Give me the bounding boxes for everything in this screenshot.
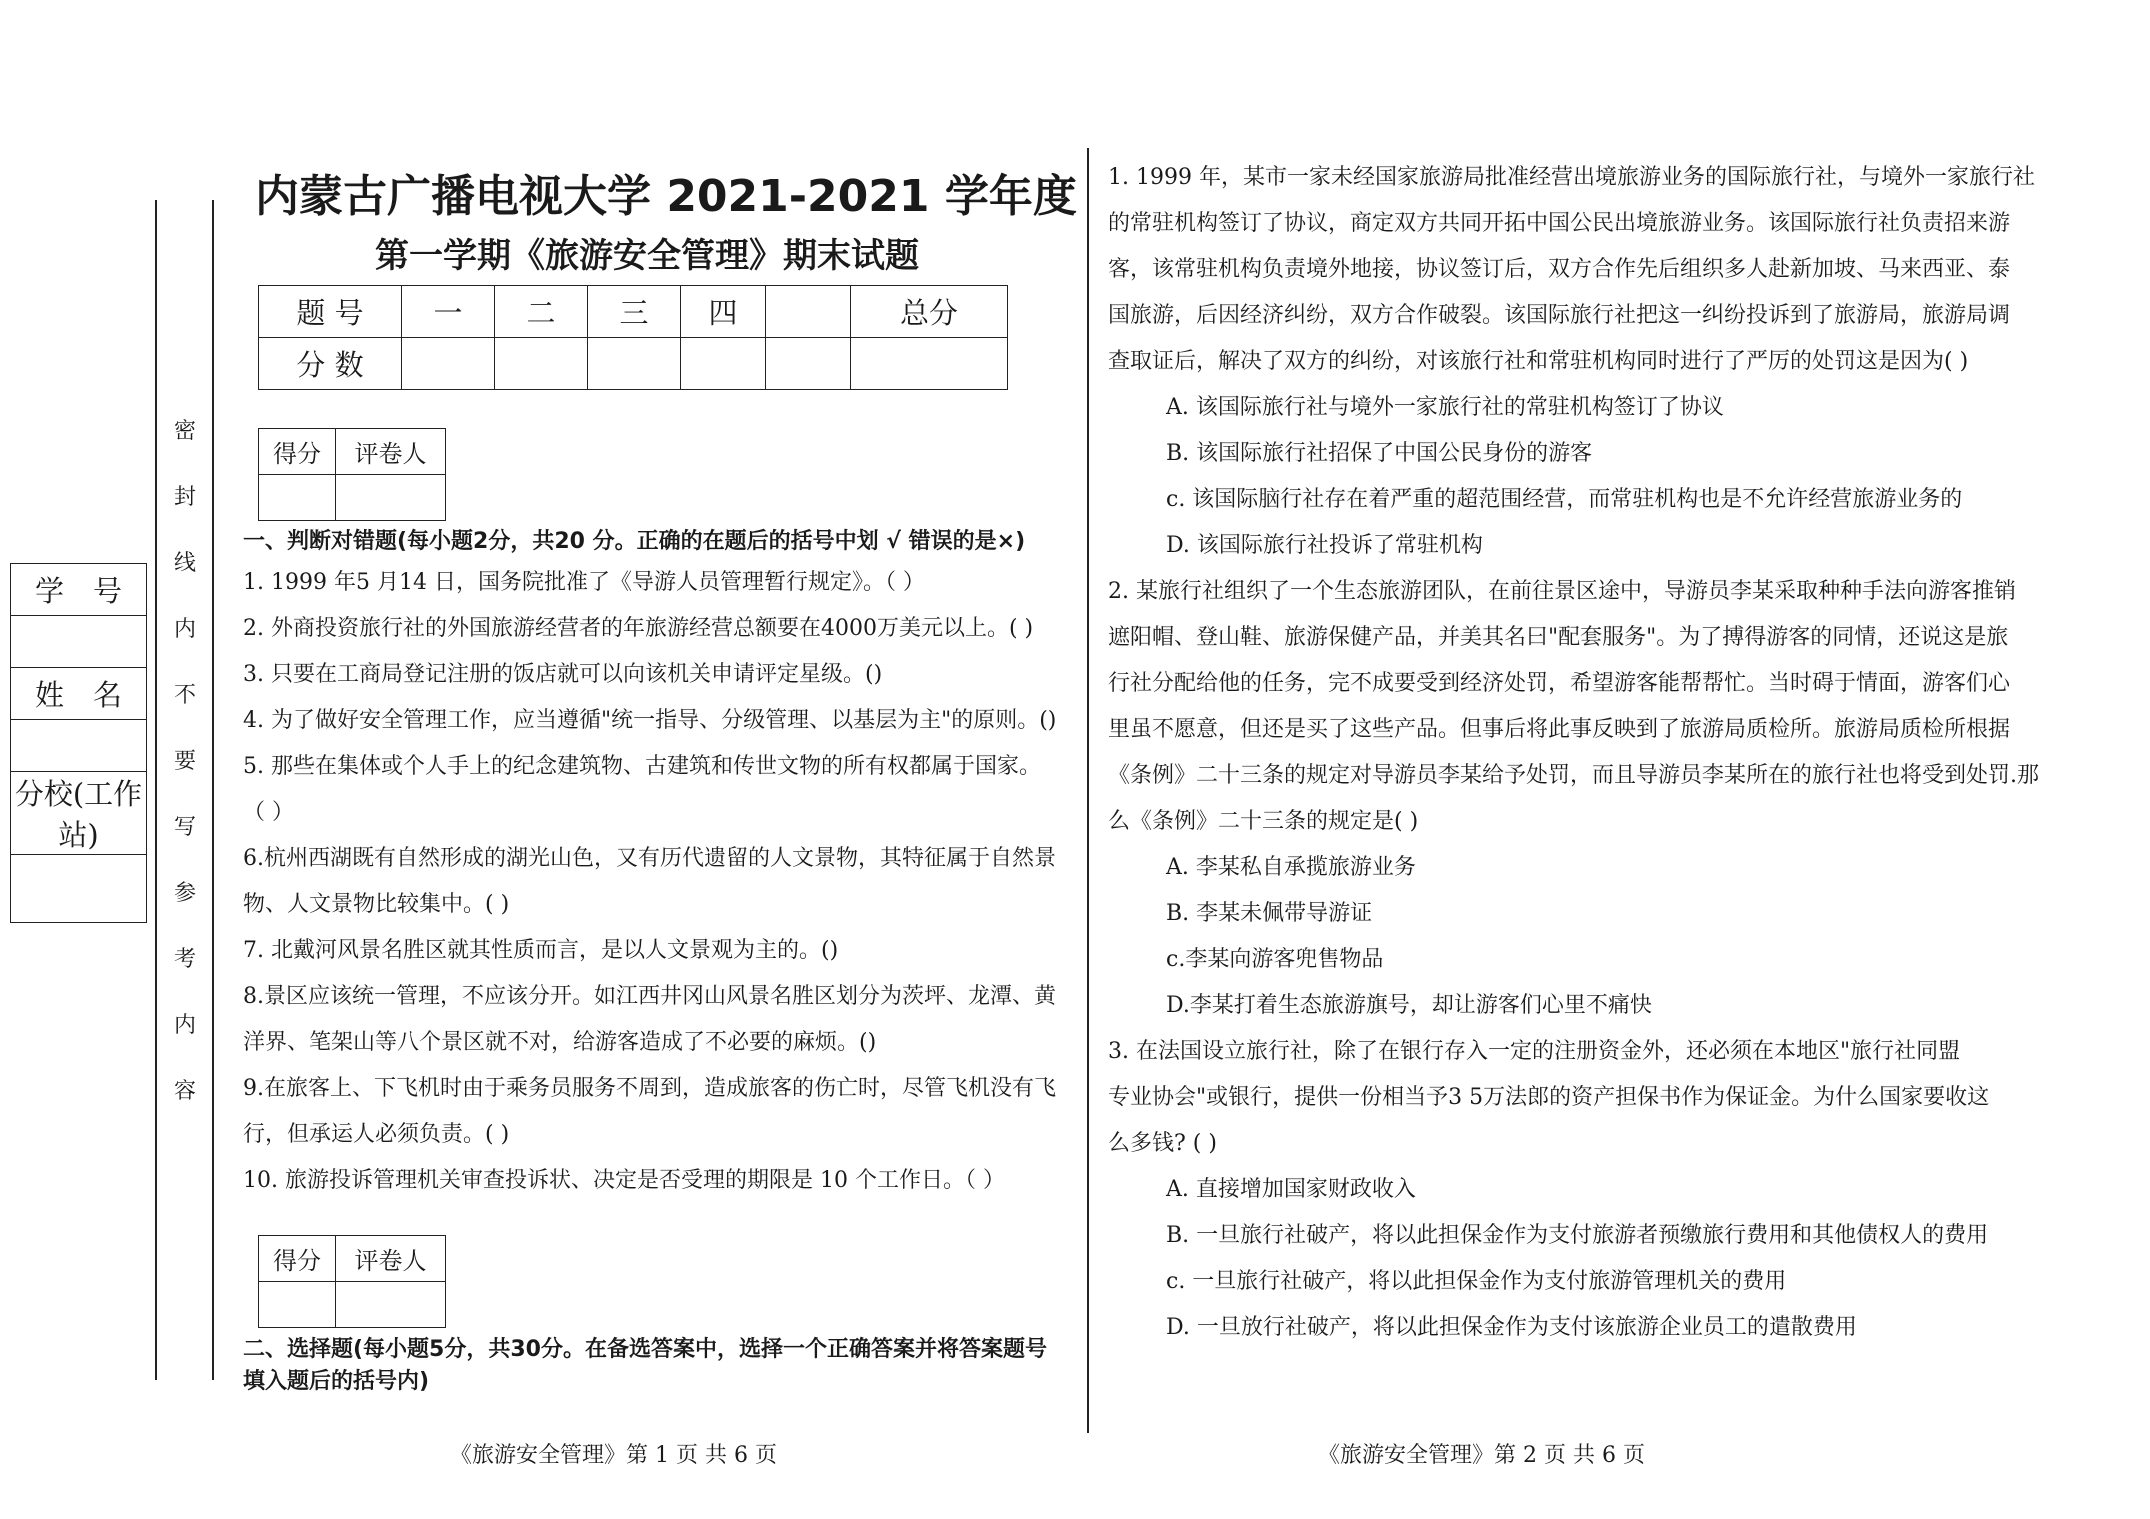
grader-score-field[interactable] (259, 475, 336, 521)
question-line: 1. 1999 年5 月14 日，国务院批准了《导游人员管理暂行规定》。（ ） (243, 570, 925, 595)
exam-subtitle: 第一学期《旅游安全管理》期末试题 (375, 236, 919, 276)
seal-char: 线 (173, 551, 196, 576)
question-line: 么《条例》二十三条的规定是( ) (1108, 809, 1419, 834)
section2-heading: 二、选择题(每小题5分，共30分。在备选答案中，选择一个正确答案并将答案题号 (243, 1337, 1047, 1362)
option-a: A. 直接增加国家财政收入 (1166, 1177, 1416, 1202)
question-line: 1. 1999 年，某市一家未经国家旅游局批准经营出境旅游业务的国际旅行社，与境外一家旅行社 (1108, 165, 2035, 190)
grader-box-section1 (258, 428, 446, 521)
footer-page1: 《旅游安全管理》第 1 页 共 6 页 (450, 1443, 777, 1468)
score-cell[interactable] (766, 338, 851, 390)
option-b: B. 李某未佩带导游证 (1166, 901, 1373, 926)
score-header-cell (766, 286, 851, 338)
seal-char: 密 (173, 419, 196, 444)
exam-title: 内蒙古广播电视大学 2021-2021 学年度 (255, 171, 1077, 222)
question-line: 的常驻机构签订了协议，商定双方共同开拓中国公民出境旅游业务。该国际旅行社负责招来游 (1108, 211, 2011, 236)
score-header-cell: 四 (681, 286, 766, 338)
question-line: 里虽不愿意，但还是买了这些产品。但事后将此事反映到了旅游局质检所。旅游局质检所根据 (1108, 717, 2011, 742)
seal-char: 参 (173, 881, 196, 906)
grader-score-field[interactable] (259, 1282, 336, 1328)
score-summary-table (258, 285, 1008, 390)
seal-char: 要 (173, 749, 196, 774)
question-line: 6.杭州西湖既有自然形成的湖光山色，又有历代遗留的人文景物，其特征属于自然景 (243, 846, 1056, 871)
option-c: c. 一旦旅行社破产，将以此担保金作为支付旅游管理机关的费用 (1166, 1269, 1787, 1294)
binding-line-outer (155, 200, 157, 1380)
branch-label: 分校(工作站) (11, 772, 147, 855)
grader-score-label: 得分 (259, 429, 336, 475)
question-line: 行社分配给他的任务，完不成要受到经济处罚，希望游客能帮帮忙。当时碍于情面，游客们心 (1108, 671, 2011, 696)
score-header-cell: 一 (402, 286, 495, 338)
option-a: A. 该国际旅行社与境外一家旅行社的常驻机构签订了协议 (1166, 395, 1724, 420)
option-a: A. 李某私自承揽旅游业务 (1166, 855, 1416, 880)
question-line: 5. 那些在集体或个人手上的纪念建筑物、古建筑和传世文物的所有权都属于国家。 (243, 754, 1041, 779)
seal-char: 内 (173, 617, 196, 642)
question-line: 8.景区应该统一管理，不应该分开。如江西井冈山风景名胜区划分为茨坪、龙潭、黄 (243, 984, 1056, 1009)
option-d: D. 该国际旅行社投诉了常驻机构 (1166, 533, 1483, 558)
score-header-cell: 三 (588, 286, 681, 338)
grader-box-section2 (258, 1235, 446, 1328)
seal-char: 写 (173, 815, 196, 840)
question-line: 3. 在法国设立旅行社，除了在银行存入一定的注册资金外，还必须在本地区"旅行社同盟 (1108, 1039, 1961, 1064)
option-c: c. 该国际脑行社存在着严重的超范围经营，而常驻机构也是不允许经营旅游业务的 (1166, 487, 1963, 512)
seal-char: 考 (173, 947, 196, 972)
grader-name-field[interactable] (336, 1282, 446, 1328)
footer-page2: 《旅游安全管理》第 2 页 共 6 页 (1318, 1443, 1645, 1468)
question-line: 洋界、笔架山等八个景区就不对，给游客造成了不必要的麻烦。() (243, 1030, 877, 1055)
section2-heading-cont: 填入题后的括号内) (243, 1369, 430, 1394)
option-b: B. 一旦旅行社破产，将以此担保金作为支付旅游者预缴旅行费用和其他债权人的费用 (1166, 1223, 1989, 1248)
student-name-label: 姓 名 (11, 668, 147, 720)
question-line: 9.在旅客上、下飞机时由于乘务员服务不周到，造成旅客的伤亡时，尽管飞机没有飞 (243, 1076, 1056, 1101)
question-line: （ ） (243, 800, 294, 825)
question-line: 3. 只要在工商局登记注册的饭店就可以向该机关申请评定星级。() (243, 662, 883, 687)
option-c: c.李某向游客兜售物品 (1166, 947, 1384, 972)
section1-heading: 一、判断对错题(每小题2分，共20 分。正确的在题后的括号中划 √ 错误的是×) (243, 529, 1026, 554)
question-line: 2. 某旅行社组织了一个生态旅游团队，在前往景区途中，导游员李某采取种种手法向游客推销 (1108, 579, 2016, 604)
question-line: 2. 外商投资旅行社的外国旅游经营者的年旅游经营总额要在4000万美元以上。( ) (243, 616, 1034, 641)
seal-char: 内 (173, 1013, 196, 1038)
question-line: 行，但承运人必须负责。( ) (243, 1122, 510, 1147)
score-cell[interactable] (851, 338, 1008, 390)
option-b: B. 该国际旅行社招保了中国公民身份的游客 (1166, 441, 1593, 466)
option-d: D. 一旦放行社破产，将以此担保金作为支付该旅游企业员工的遣散费用 (1166, 1315, 1857, 1340)
score-header-cell: 二 (495, 286, 588, 338)
question-line: 《条例》二十三条的规定对导游员李某给予处罚，而且导游员李某所在的旅行社也将受到处罚.那 (1108, 763, 2039, 788)
question-line: 么多钱? ( ) (1108, 1131, 1217, 1156)
grader-name-field[interactable] (336, 475, 446, 521)
student-name-field[interactable] (11, 720, 147, 772)
question-line: 物、人文景物比较集中。( ) (243, 892, 510, 917)
branch-field[interactable] (11, 855, 147, 923)
seal-char: 封 (173, 485, 196, 510)
score-header-cell: 题 号 (259, 286, 402, 338)
question-line: 国旅游，后因经济纠纷，双方合作破裂。该国际旅行社把这一纠纷投诉到了旅游局，旅游局调 (1108, 303, 2011, 328)
score-cell[interactable] (588, 338, 681, 390)
seal-char: 容 (173, 1079, 196, 1104)
option-d: D.李某打着生态旅游旗号，却让游客们心里不痛快 (1166, 993, 1652, 1018)
grader-name-label: 评卷人 (336, 1236, 446, 1282)
seal-char: 不 (173, 683, 196, 708)
score-header-cell: 总分 (851, 286, 1008, 338)
score-cell[interactable] (681, 338, 766, 390)
student-info-table (10, 563, 147, 923)
grader-name-label: 评卷人 (336, 429, 446, 475)
question-line: 客，该常驻机构负责境外地接，协议签订后，双方合作先后组织多人赴新加坡、马来西亚、泰 (1108, 257, 2011, 282)
question-line: 查取证后，解决了双方的纠纷，对该旅行社和常驻机构同时进行了严厉的处罚这是因为( ) (1108, 349, 1969, 374)
student-id-field[interactable] (11, 616, 147, 668)
grader-score-label: 得分 (259, 1236, 336, 1282)
binding-line-inner (212, 200, 214, 1380)
score-row-label: 分 数 (259, 338, 402, 390)
page-divider (1087, 148, 1089, 1433)
question-line: 10. 旅游投诉管理机关审查投诉状、决定是否受理的期限是 10 个工作日。（ ） (243, 1168, 1005, 1193)
question-line: 7. 北戴河风景名胜区就其性质而言，是以人文景观为主的。() (243, 938, 839, 963)
score-cell[interactable] (495, 338, 588, 390)
question-line: 遮阳帽、登山鞋、旅游保健产品，并美其名曰"配套服务"。为了搏得游客的同情，还说这是旅 (1108, 625, 2009, 650)
student-id-label: 学 号 (11, 564, 147, 616)
question-line: 4. 为了做好安全管理工作，应当遵循"统一指导、分级管理、以基层为主"的原则。() (243, 708, 1057, 733)
question-line: 专业协会"或银行，提供一份相当予3 5万法郎的资产担保书作为保证金。为什么国家要收这 (1108, 1085, 1990, 1110)
score-cell[interactable] (402, 338, 495, 390)
